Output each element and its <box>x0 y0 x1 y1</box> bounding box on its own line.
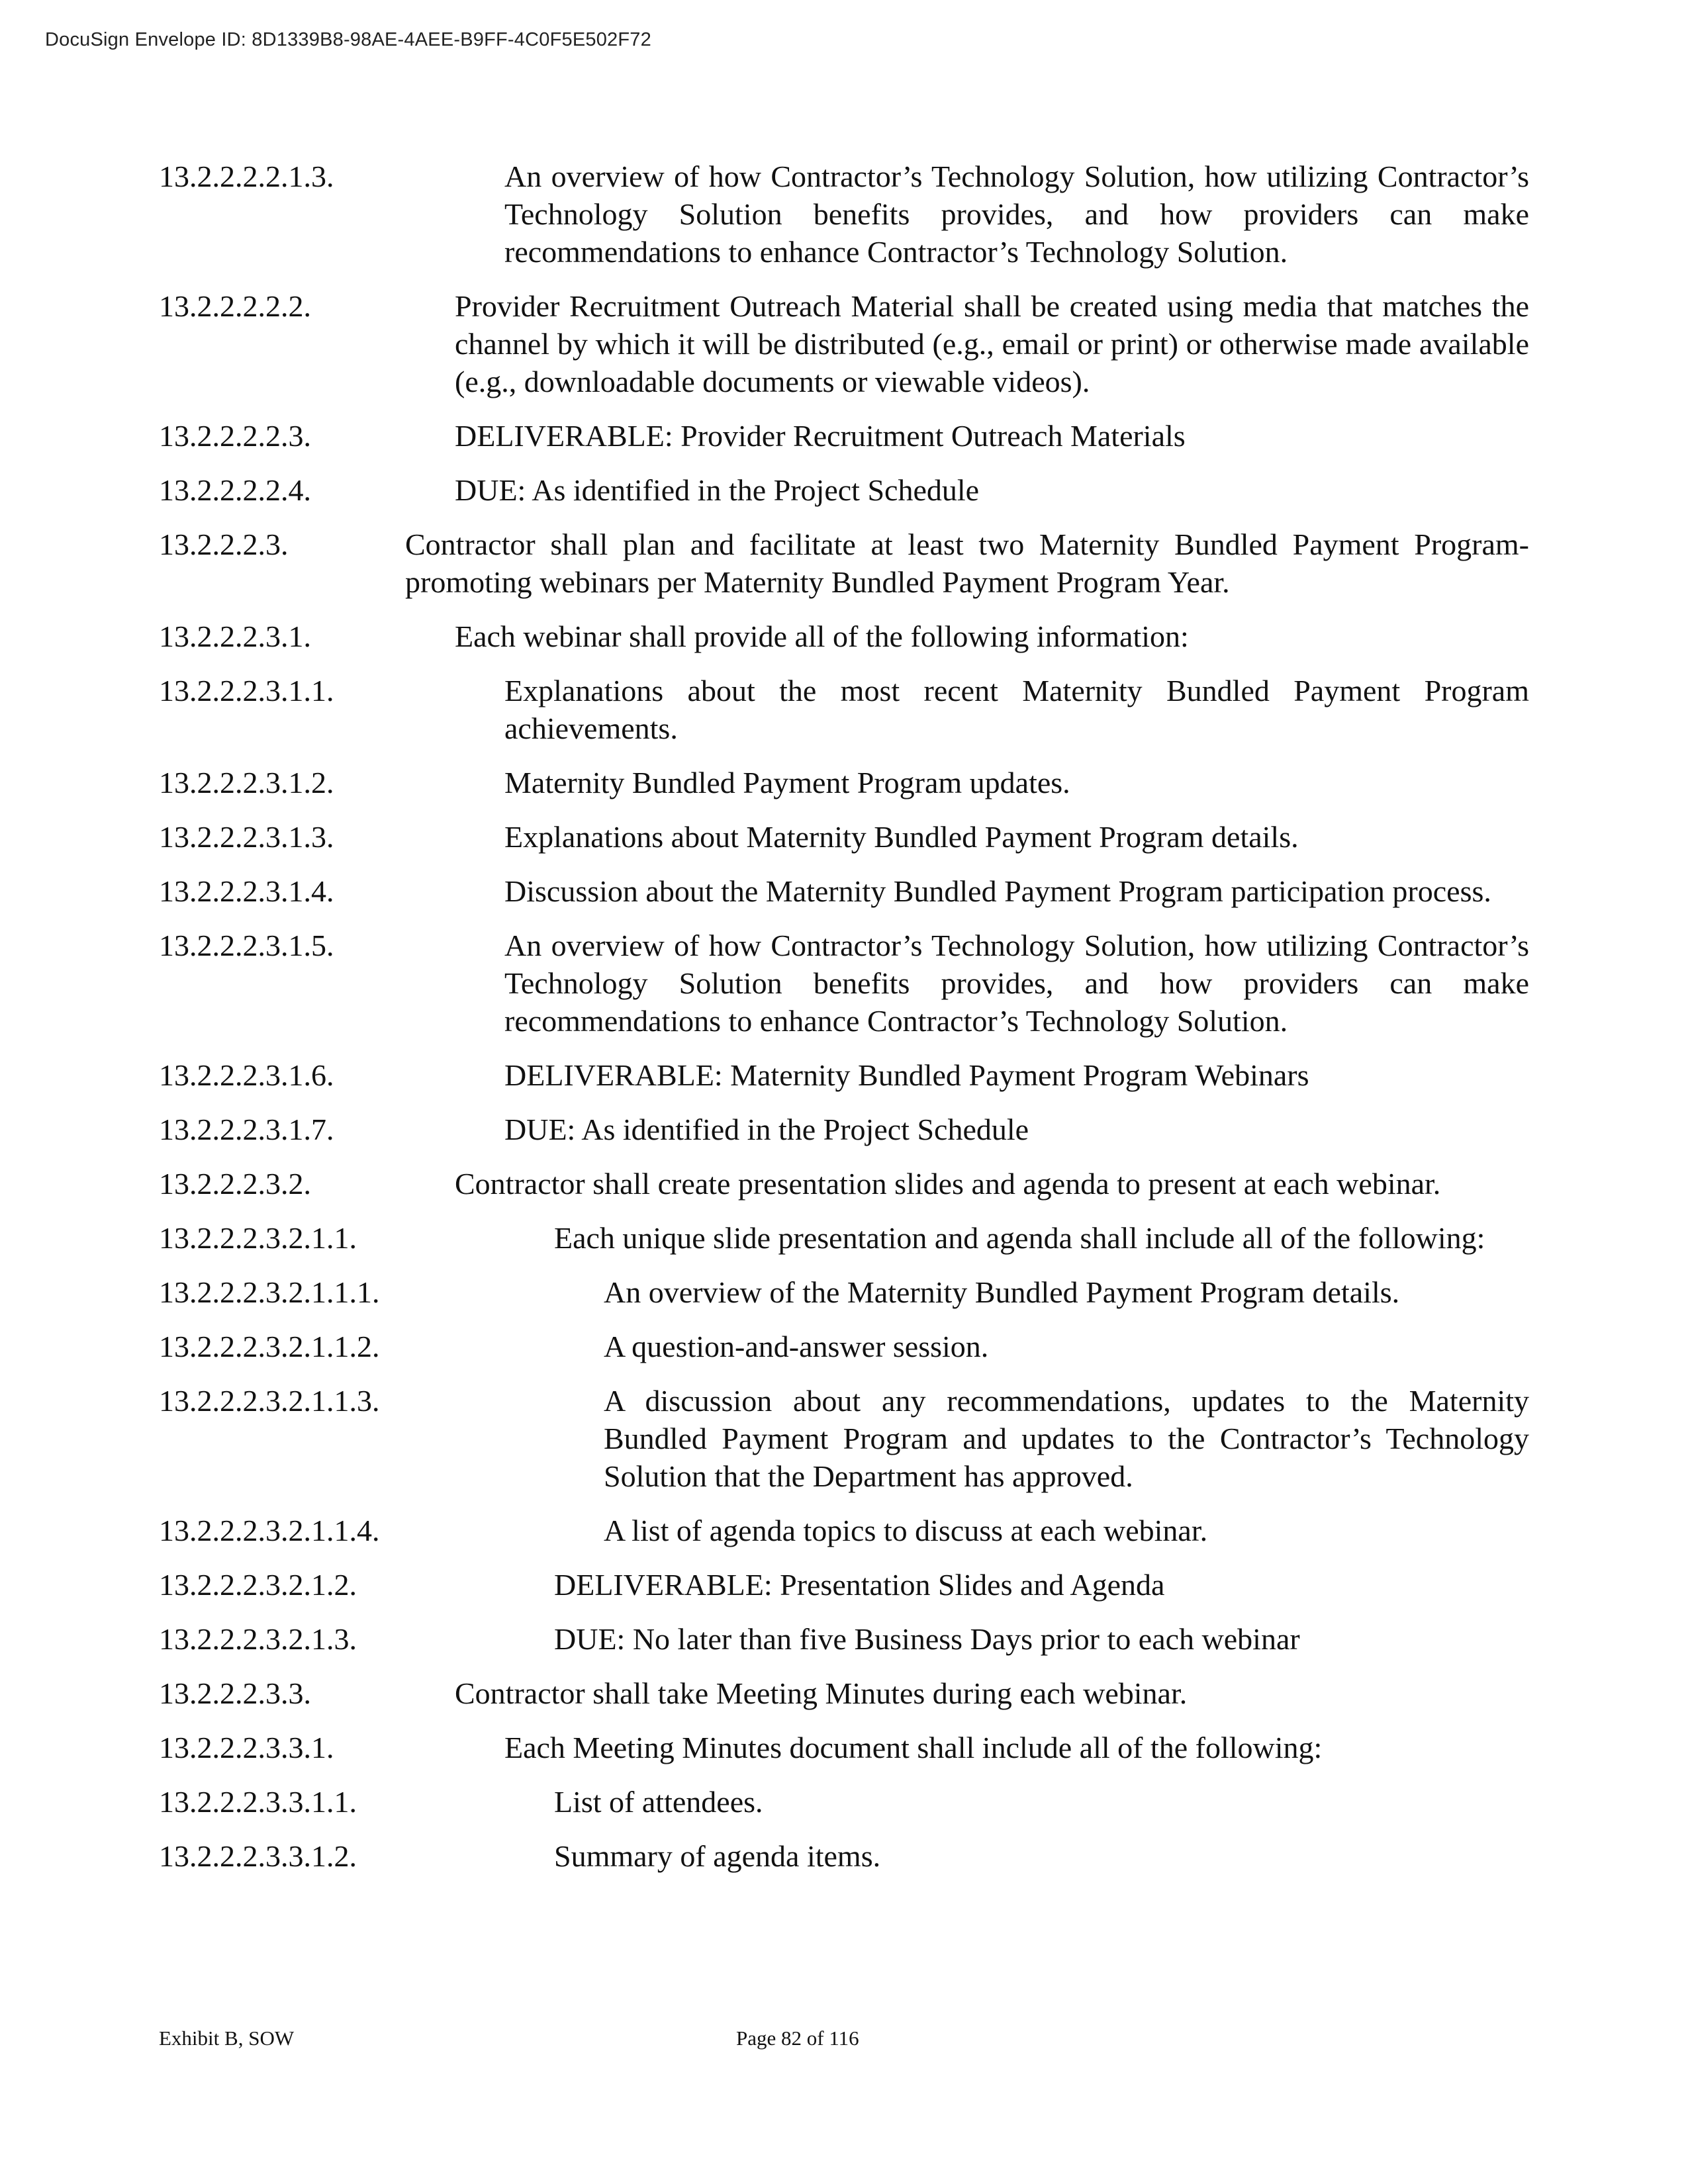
item-text: Each unique slide presentation and agenda shall include all of the following: <box>554 1221 1485 1255</box>
item-text: Contractor shall take Meeting Minutes during each webinar. <box>455 1676 1188 1710</box>
outline-item <box>159 672 1529 747</box>
outline-item <box>159 1837 1529 1875</box>
outline-item <box>159 1566 1529 1604</box>
item-text: An overview of how Contractor’s Technology Solution, how utilizing Contractor’s Technology Solution benefits provides, and how providers can make recommendations to enhance Contractor’s Technology Solution. <box>504 929 1529 1038</box>
item-number: 13.2.2.2.3. <box>159 527 289 561</box>
item-text: DELIVERABLE: Maternity Bundled Payment Program Webinars <box>504 1058 1309 1092</box>
outline-item <box>159 1382 1529 1495</box>
outline-item <box>159 1620 1529 1658</box>
item-text: Maternity Bundled Payment Program updates. <box>504 766 1070 799</box>
outline-item <box>159 417 1529 455</box>
outline-item <box>159 1165 1529 1203</box>
item-text: Explanations about Maternity Bundled Payment Program details. <box>504 820 1299 854</box>
item-number: 13.2.2.2.3.1.4. <box>159 874 334 908</box>
item-text: DELIVERABLE: Provider Recruitment Outreach Materials <box>455 419 1186 453</box>
item-text: Each Meeting Minutes document shall include all of the following: <box>504 1731 1323 1764</box>
outline-item <box>159 1273 1529 1311</box>
item-text: Provider Recruitment Outreach Material shall be created using media that matches the channel by which it will be distributed (e.g., email or print) or otherwise made available (e.g., downloadable documents or viewable videos). <box>455 289 1529 398</box>
outline-item <box>159 1056 1529 1094</box>
item-number: 13.2.2.2.3.1.2. <box>159 766 334 799</box>
item-number: 13.2.2.2.3.1. <box>159 619 311 653</box>
document-body <box>159 158 1529 1891</box>
outline-item <box>159 287 1529 400</box>
outline-item <box>159 927 1529 1040</box>
item-number: 13.2.2.2.3.3.1.1. <box>159 1785 357 1819</box>
outline-item <box>159 1328 1529 1365</box>
outline-item <box>159 818 1529 856</box>
item-text: Discussion about the Maternity Bundled Payment Program participation process. <box>504 874 1491 908</box>
item-number: 13.2.2.2.3.2.1.2. <box>159 1568 357 1602</box>
item-text: A list of agenda topics to discuss at each webinar. <box>604 1514 1208 1547</box>
item-number: 13.2.2.2.3.2.1.1.4. <box>159 1514 380 1547</box>
item-number: 13.2.2.2.3.2.1.1.2. <box>159 1330 380 1363</box>
item-number: 13.2.2.2.2.4. <box>159 473 311 507</box>
item-number: 13.2.2.2.3.1.5. <box>159 929 334 962</box>
item-number: 13.2.2.2.3.3.1. <box>159 1731 334 1764</box>
outline-item <box>159 525 1529 601</box>
item-text: Contractor shall plan and facilitate at least two Maternity Bundled Payment Program-promoting webinars per Maternity Bundled Payment Program Year. <box>405 527 1529 599</box>
item-number: 13.2.2.2.2.2. <box>159 289 311 323</box>
item-number: 13.2.2.2.3.1.1. <box>159 674 334 707</box>
footer-page-number: Page 82 of 116 <box>736 2026 859 2050</box>
item-number: 13.2.2.2.3.2.1.3. <box>159 1622 357 1656</box>
item-text: DUE: As identified in the Project Schedule <box>455 473 980 507</box>
item-text: Summary of agenda items. <box>554 1839 881 1873</box>
item-text: A discussion about any recommendations, updates to the Maternity Bundled Payment Program and updates to the Contractor’s Technology Solution that the Department has approved. <box>604 1384 1529 1493</box>
item-number: 13.2.2.2.3.2.1.1. <box>159 1221 357 1255</box>
item-text: List of attendees. <box>554 1785 763 1819</box>
item-text: Explanations about the most recent Maternity Bundled Payment Program achievements. <box>504 674 1529 745</box>
item-text: DELIVERABLE: Presentation Slides and Agenda <box>554 1568 1165 1602</box>
envelope-id: DocuSign Envelope ID: 8D1339B8-98AE-4AEE-B9FF-4C0F5E502F72 <box>45 29 651 50</box>
outline-item <box>159 471 1529 509</box>
item-text: Contractor shall create presentation slides and agenda to present at each webinar. <box>455 1167 1441 1201</box>
footer-exhibit-label: Exhibit B, SOW <box>159 2026 295 2050</box>
outline-item <box>159 1674 1529 1712</box>
outline-item <box>159 1219 1529 1257</box>
item-number: 13.2.2.2.3.2.1.1.1. <box>159 1275 380 1309</box>
item-text: Each webinar shall provide all of the following information: <box>455 619 1189 653</box>
item-text: DUE: No later than five Business Days prior to each webinar <box>554 1622 1300 1656</box>
item-number: 13.2.2.2.2.3. <box>159 419 311 453</box>
outline-item <box>159 1111 1529 1148</box>
item-number: 13.2.2.2.3.2. <box>159 1167 311 1201</box>
outline-item <box>159 617 1529 655</box>
outline-item <box>159 872 1529 910</box>
item-number: 13.2.2.2.3.1.3. <box>159 820 334 854</box>
item-number: 13.2.2.2.3.1.7. <box>159 1113 334 1146</box>
outline-item <box>159 1783 1529 1821</box>
item-number: 13.2.2.2.3.1.6. <box>159 1058 334 1092</box>
outline-item <box>159 158 1529 271</box>
item-text: DUE: As identified in the Project Schedule <box>504 1113 1029 1146</box>
item-text: An overview of the Maternity Bundled Payment Program details. <box>604 1275 1400 1309</box>
item-text: A question-and-answer session. <box>604 1330 989 1363</box>
outline-item <box>159 764 1529 801</box>
item-number: 13.2.2.2.3.3. <box>159 1676 311 1710</box>
item-number: 13.2.2.2.3.3.1.2. <box>159 1839 357 1873</box>
outline-item <box>159 1729 1529 1766</box>
outline-item <box>159 1512 1529 1549</box>
item-text: An overview of how Contractor’s Technology Solution, how utilizing Contractor’s Technology Solution benefits provides, and how providers can make recommendations to enhance Contractor’s Technology Solution. <box>504 159 1529 269</box>
item-number: 13.2.2.2.3.2.1.1.3. <box>159 1384 380 1418</box>
item-number: 13.2.2.2.2.1.3. <box>159 159 334 193</box>
